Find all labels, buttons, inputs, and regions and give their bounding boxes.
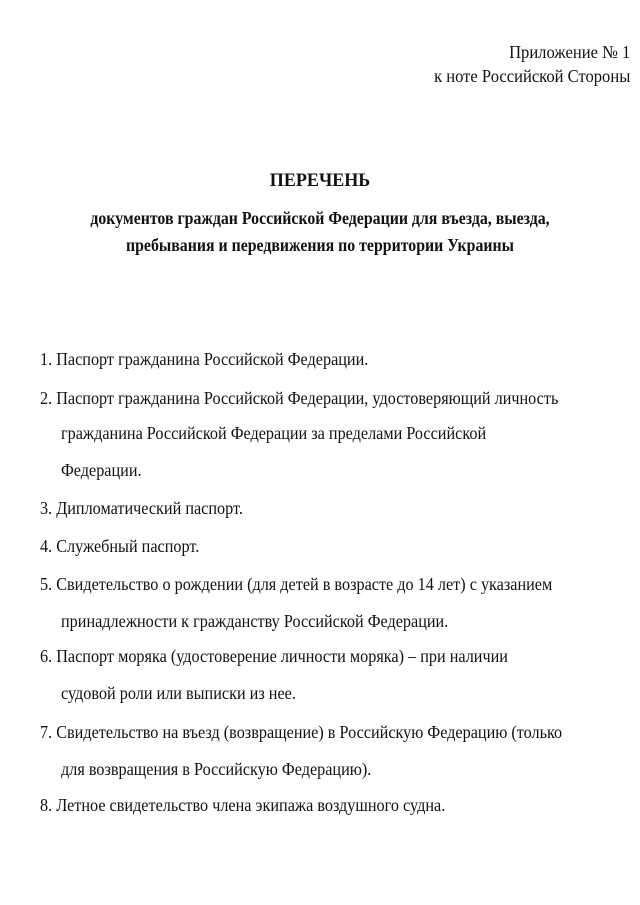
list-item: 5. Свидетельство о рождении (для детей в возрасте до 14 лет) с указанием (40, 574, 553, 594)
list-item: 2. Паспорт гражданина Российской Федерации, удостоверяющий личность (40, 388, 559, 408)
list-item-continuation: гражданина Российской Федерации за пределами Российской (61, 423, 487, 443)
subtitle-line-1: документов граждан Российской Федерации для въезда, выезда, (90, 208, 550, 228)
document-title: ПЕРЕЧЕНЬ (269, 170, 371, 191)
list-item: 8. Летное свидетельство члена экипажа воздушного судна. (40, 795, 446, 815)
list-item: 1. Паспорт гражданина Российской Федерации. (40, 349, 369, 369)
appendix-note-reference: к ноте Российской Стороны (433, 66, 630, 86)
list-item-continuation: Федерации. (61, 460, 142, 480)
list-item: 6. Паспорт моряка (удостоверение личности моряка) – при наличии (40, 646, 508, 666)
subtitle-line-2: пребывания и передвижения по территории Украины (125, 235, 515, 255)
appendix-number: Приложение № 1 (508, 42, 630, 62)
list-item-continuation: принадлежности к гражданству Российской Федерации. (61, 611, 449, 631)
list-item: 7. Свидетельство на въезд (возвращение) в Российскую Федерацию (только (40, 722, 563, 742)
list-item: 3. Дипломатический паспорт. (40, 498, 243, 518)
list-item-continuation: для возвращения в Российскую Федерацию). (61, 759, 372, 779)
list-item-continuation: судовой роли или выписки из нее. (61, 683, 296, 703)
list-item: 4. Служебный паспорт. (40, 536, 200, 556)
